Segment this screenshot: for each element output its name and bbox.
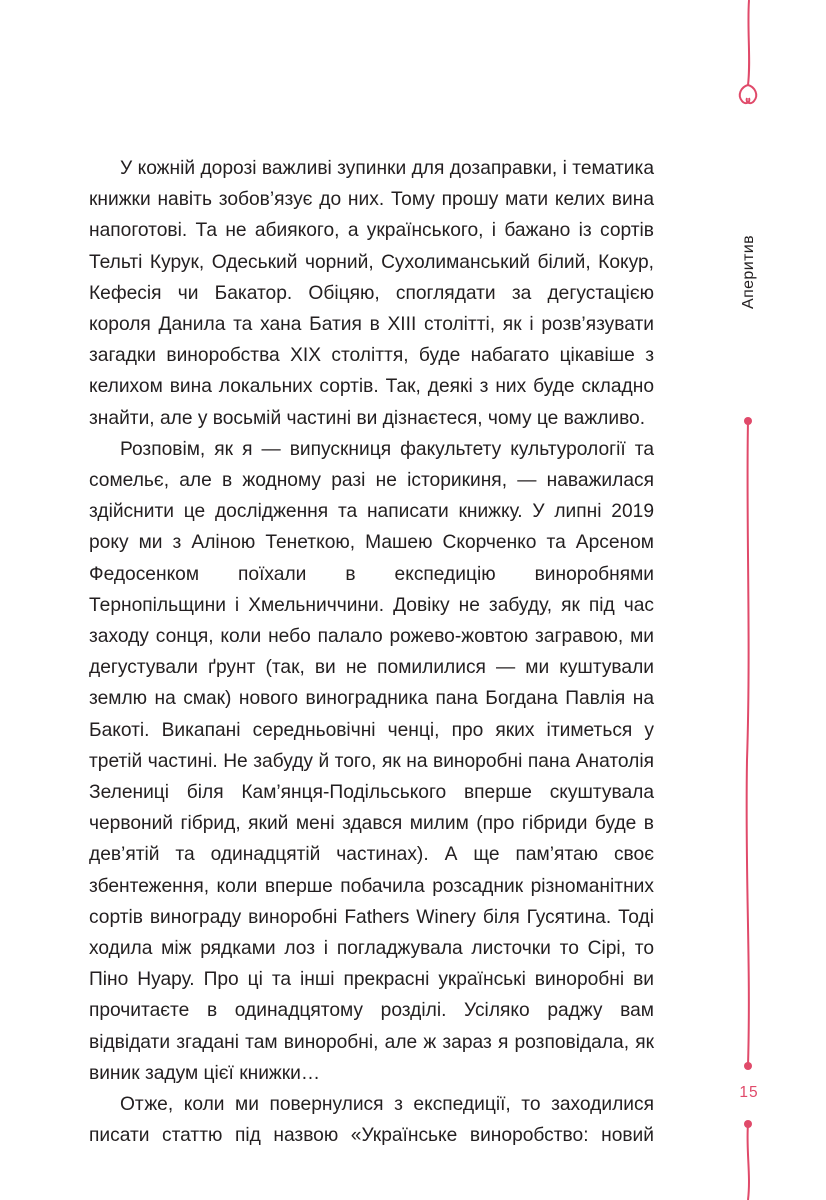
page-number: 15 — [739, 1084, 759, 1101]
paragraph: У кожній дорозі важливі зупинки для дозаправки, і тематика книжки навіть зобов’язує до них. Тому прошу мати келих вина напоготові. Та не абиякого, а українського, і бажано із сортів Тельті Курук, Одеський чорний, Сухолиманський білий, Кокур, Кефесія чи Бакатор. Обіцяю, споглядати за дегустацією короля Данила та хана Батия в XIII столітті, як і розв’язувати загадки виноробства XIX століття, буде набагато цікавіше з келихом вина локальних сортів. Так, деякі з них буде складно знайти, але у восьмій частині ви дізнаєтеся, чому це важливо. — [89, 158, 654, 429]
paragraph: Розповім, як я — випускниця факультету культурології та сомельє, але в жодному разі не історикиня, — наважилася здійснити це дослідження та написати книжку. У липні 2019 року ми з Аліною Тенеткою, Машею Скорченко та Арсеном Федосенком поїхали в експедицію виноробнями Тернопільщини і Хмельниччини. Довіку не забуду, як під час заходу сонця, коли небо палало рожево-жовтою загравою, ми дегустували ґрунт (так, ви не помилилися — ми куштували землю на смак) нового виноградника пана Богдана Павлія на Бакоті. Викапані середньовічні ченці, про яких ітиметься у третій частині. Не забуду й того, як на виноробні пана Анатолія Зелениці біля Кам’янця-Подільського вперше скуштувала червоний гібрид, який мені здався милим (про гібриди буде в дев’ятій та одинадцятій частинах). А ще пам’ятаю своє збентеження, коли вперше побачила розсадник різноманітних сортів винограду виноробні Fathers Winery біля Гусятина. Тоді ходила між рядками лоз і погладжувала листочки то Сірі, то Піно Нуару. Про ці та інші прекрасні українські виноробні ви прочитаєте в одинадцятому розділі. Усіляко раджу вам відвідати згадані там виноробні, але ж зараз я розповідала, як виник задум цієї книжки… — [89, 438, 654, 1084]
section-title: Аперитив — [740, 234, 757, 310]
paragraph: Отже, коли ми повернулися з експедиції, то заходилися писати статтю під назвою «Українське виноробство: новий — [89, 1094, 654, 1147]
body-text — [89, 153, 654, 1152]
